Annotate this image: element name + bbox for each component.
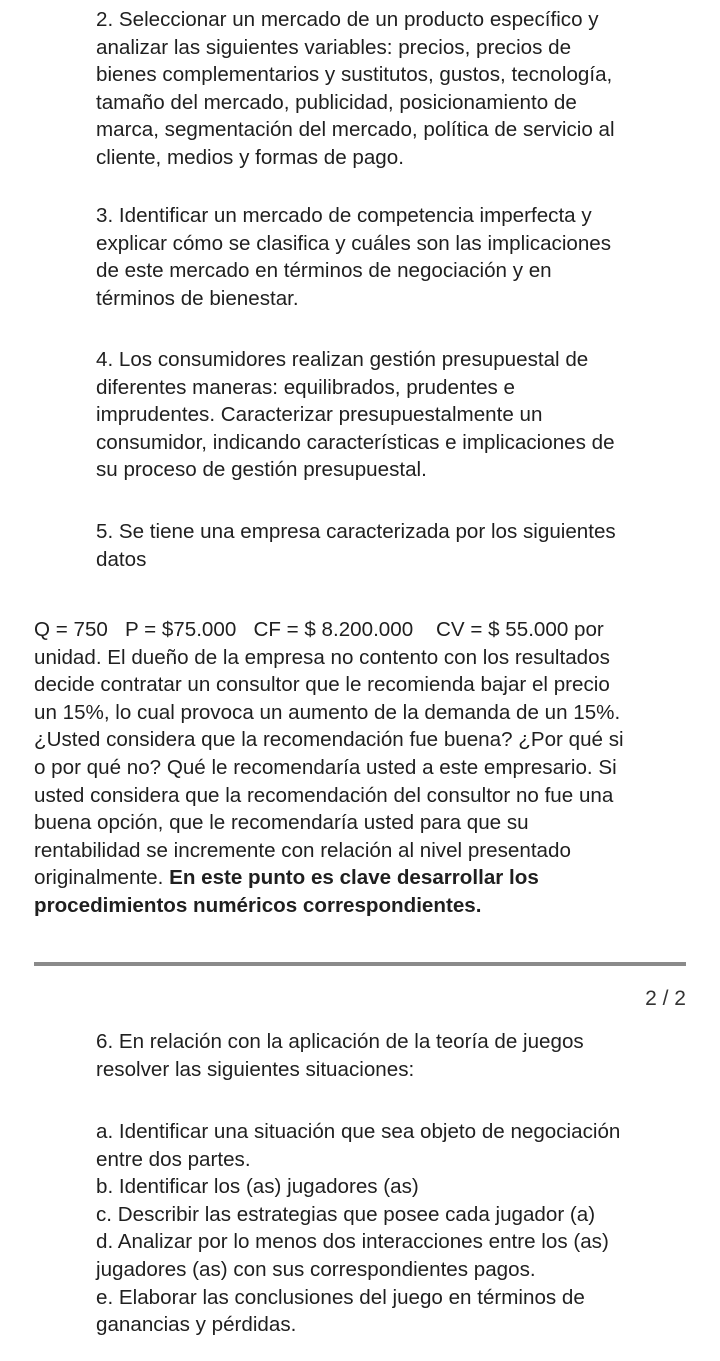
item-6-line: resolver las siguientes situaciones: [96, 1057, 415, 1081]
item-6-subitem-line: e. Elaborar las conclusiones del juego en términos de [96, 1285, 585, 1309]
item-4-line: 4. Los consumidores realizan gestión presupuestal de [96, 348, 589, 371]
item-3 [96, 202, 611, 312]
item-5-body [34, 616, 624, 920]
item-2-line: 2. Seleccionar un mercado de un producto específico y [96, 8, 599, 31]
item-5-body-line: buena opción, que le recomendaría usted para que su [34, 811, 529, 835]
item-3-line: de este mercado en términos de negociación y en [96, 259, 552, 283]
item-6-subitem-line: d. Analizar por lo menos dos interacciones entre los (as) [96, 1230, 609, 1254]
item-2-line: analizar las siguientes variables: precios, precios de [96, 35, 572, 59]
item-5-body-line: decide contratar un consultor que le recomienda bajar el precio [34, 673, 610, 697]
item-2 [96, 6, 615, 172]
item-6-subitem-line: ganancias y pérdidas. [96, 1313, 297, 1337]
item-5-body-line: un 15%, lo cual provoca un aumento de la demanda de un 15%. [34, 700, 621, 724]
item-5-bold-text: En este punto es clave desarrollar los [169, 866, 539, 890]
item-5-body-line: unidad. El dueño de la empresa no contento con los resultados [34, 645, 610, 669]
item-3-line: 3. Identificar un mercado de competencia imperfecta y [96, 204, 592, 227]
item-6-subitem-line: c. Describir las estrategias que posee cada jugador (a) [96, 1202, 596, 1226]
item-2-line: bienes complementarios y sustitutos, gustos, tecnología, [96, 63, 613, 87]
item-5-line: datos [96, 547, 147, 571]
item-3-line: términos de bienestar. [96, 286, 299, 310]
item-2-line: marca, segmentación del mercado, política de servicio al [96, 118, 615, 142]
item-4-line: imprudentes. Caracterizar presupuestalmente un [96, 403, 543, 427]
item-6-subitem-line: b. Identificar los (as) jugadores (as) [96, 1175, 419, 1199]
item-5-bold-line: procedimientos numéricos correspondientes. [34, 893, 482, 917]
item-3-line: explicar cómo se clasifica y cuáles son las implicaciones [96, 231, 612, 255]
item-6 [96, 1028, 584, 1083]
item-5-body-line-mixed [34, 864, 624, 892]
item-6-subitem-line: entre dos partes. [96, 1147, 251, 1171]
item-2-line: tamaño del mercado, publicidad, posicionamiento de [96, 90, 577, 114]
item-4-line: su proceso de gestión presupuestal. [96, 458, 427, 482]
item-5-data-line: Q = 750 P = $75.000 CF = $ 8.200.000 CV = $ 55.000 por [34, 618, 604, 641]
item-5-plain-text: originalmente. [34, 866, 170, 890]
item-5-body-line: usted considera que la recomendación del consultor no fue una [34, 783, 614, 807]
item-6-subitem-line: jugadores (as) con sus correspondientes pagos. [96, 1257, 536, 1281]
item-5-body-line: rentabilidad se incremente con relación al nivel presentado [34, 838, 571, 862]
item-4-line: consumidor, indicando características e implicaciones de [96, 430, 615, 454]
item-5 [96, 518, 616, 573]
item-2-line: cliente, medios y formas de pago. [96, 145, 404, 169]
item-5-line: 5. Se tiene una empresa caracterizada por los siguientes [96, 520, 616, 543]
item-4 [96, 346, 615, 484]
page-indicator: 2 / 2 [645, 987, 686, 1010]
item-6-subitem-line: a. Identificar una situación que sea objeto de negociación [96, 1120, 621, 1143]
item-6-line: 6. En relación con la aplicación de la teoría de juegos [96, 1030, 584, 1053]
page-divider [34, 962, 686, 966]
item-4-line: diferentes maneras: equilibrados, prudentes e [96, 375, 515, 399]
item-5-body-line: ¿Usted considera que la recomendación fue buena? ¿Por qué si [34, 728, 624, 752]
item-6-subitems [96, 1118, 620, 1339]
item-5-body-line: o por qué no? Qué le recomendaría usted a este empresario. Si [34, 755, 617, 779]
